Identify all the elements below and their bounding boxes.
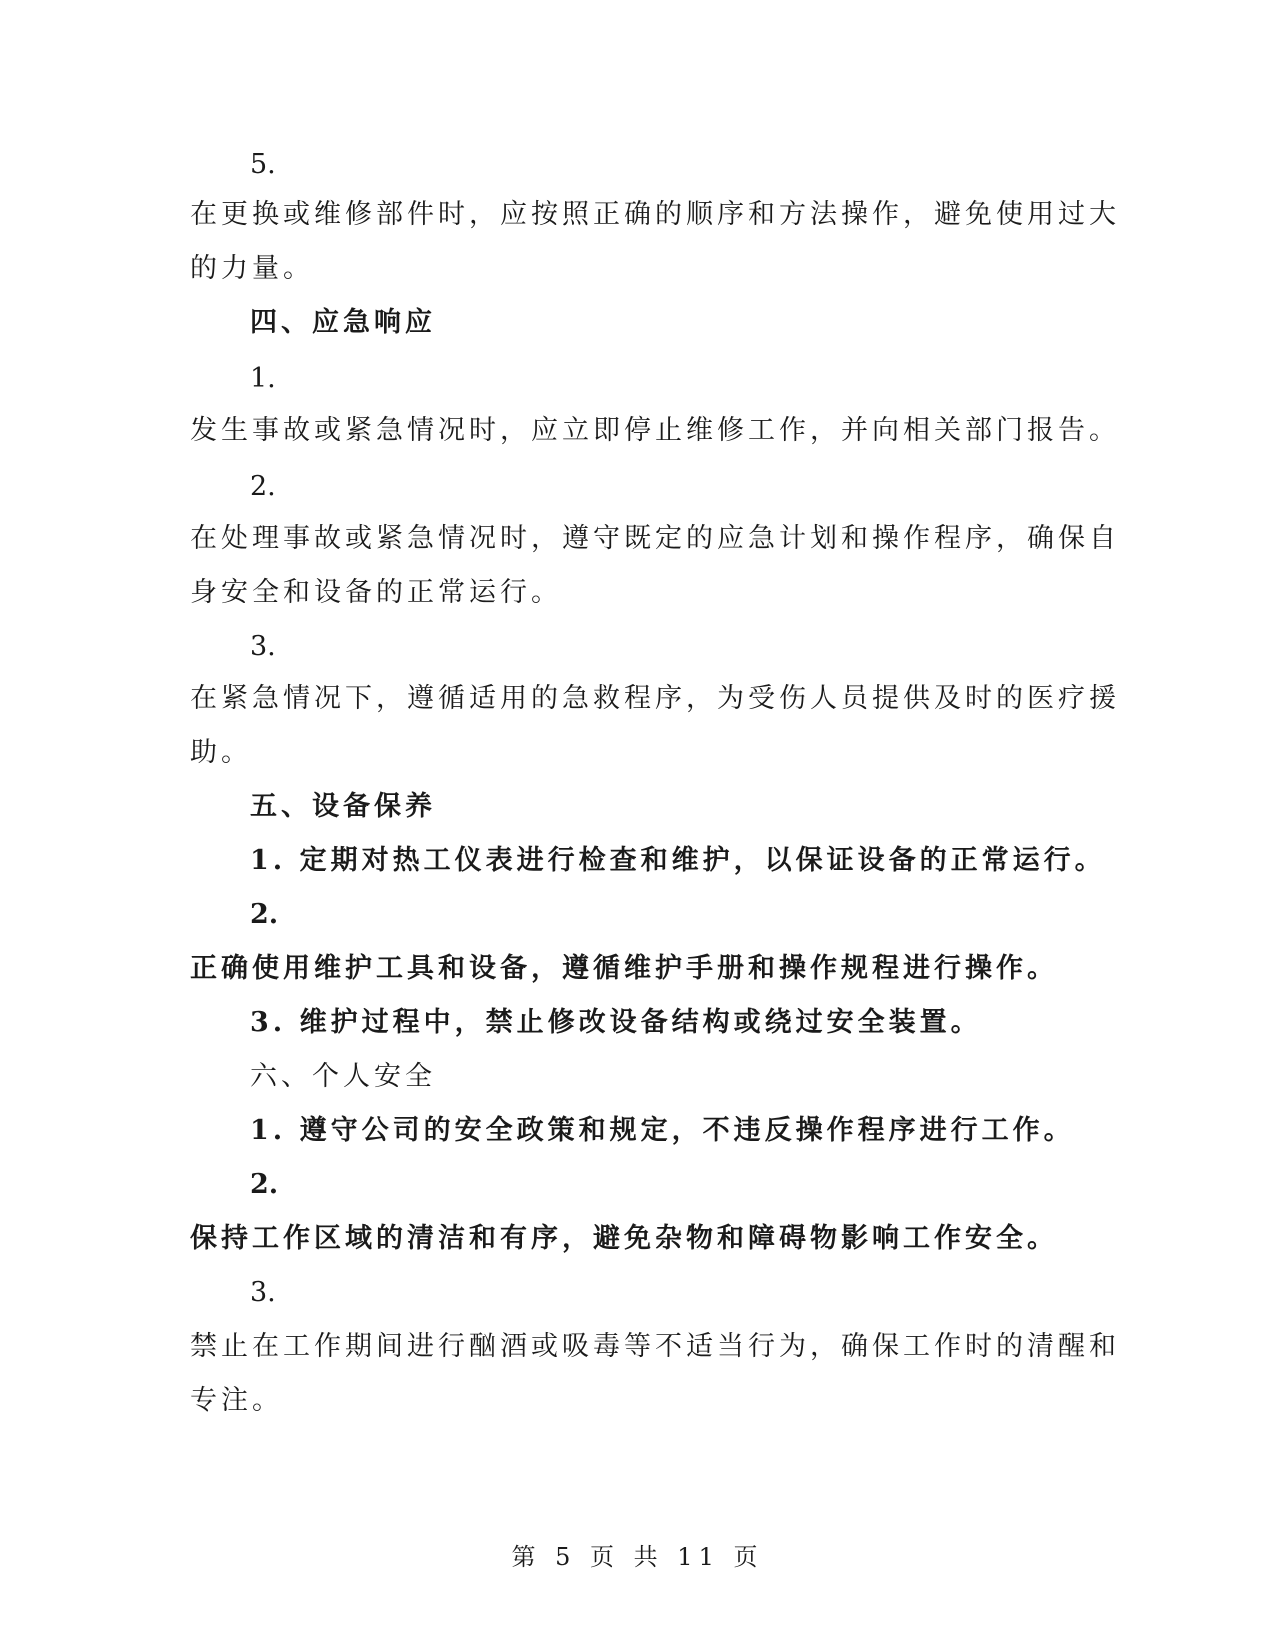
- paragraph-line: 在处理事故或紧急情况时，遵守既定的应急计划和操作程序，确保自: [190, 523, 1120, 554]
- list-number: 2.: [250, 899, 279, 930]
- section-heading: 四、应急响应: [250, 307, 436, 338]
- list-number: 2.: [250, 1169, 279, 1200]
- list-item: 3. 维护过程中，禁止修改设备结构或绕过安全装置。: [250, 1007, 982, 1038]
- paragraph-line: 在紧急情况下，遵循适用的急救程序，为受伤人员提供及时的医疗援: [190, 683, 1120, 714]
- paragraph-line: 助。: [190, 737, 252, 768]
- page-number-footer: 第 5 页 共 11 页: [511, 1543, 764, 1571]
- paragraph-line: 禁止在工作期间进行酗酒或吸毒等不适当行为，确保工作时的清醒和: [190, 1331, 1120, 1362]
- list-item: 1. 定期对热工仪表进行检查和维护，以保证设备的正常运行。: [250, 845, 1106, 876]
- list-number: 3.: [250, 1277, 276, 1308]
- paragraph-line: 发生事故或紧急情况时，应立即停止维修工作，并向相关部门报告。: [190, 415, 1120, 446]
- paragraph-line: 专注。: [190, 1385, 283, 1416]
- paragraph-line: 的力量。: [190, 253, 314, 284]
- list-number: 5.: [250, 149, 276, 180]
- paragraph-line: 保持工作区域的清洁和有序，避免杂物和障碍物影响工作安全。: [190, 1223, 1058, 1254]
- list-number: 3.: [250, 631, 276, 662]
- section-heading: 六、个人安全: [250, 1061, 436, 1092]
- paragraph-line: 身安全和设备的正常运行。: [190, 577, 562, 608]
- list-number: 2.: [250, 471, 276, 502]
- list-item: 1. 遵守公司的安全政策和规定，不违反操作程序进行工作。: [250, 1115, 1075, 1146]
- list-number: 1.: [250, 363, 276, 394]
- paragraph-line: 在更换或维修部件时，应按照正确的顺序和方法操作，避免使用过大: [190, 199, 1120, 230]
- paragraph-line: 正确使用维护工具和设备，遵循维护手册和操作规程进行操作。: [190, 953, 1058, 984]
- section-heading: 五、设备保养: [250, 791, 436, 822]
